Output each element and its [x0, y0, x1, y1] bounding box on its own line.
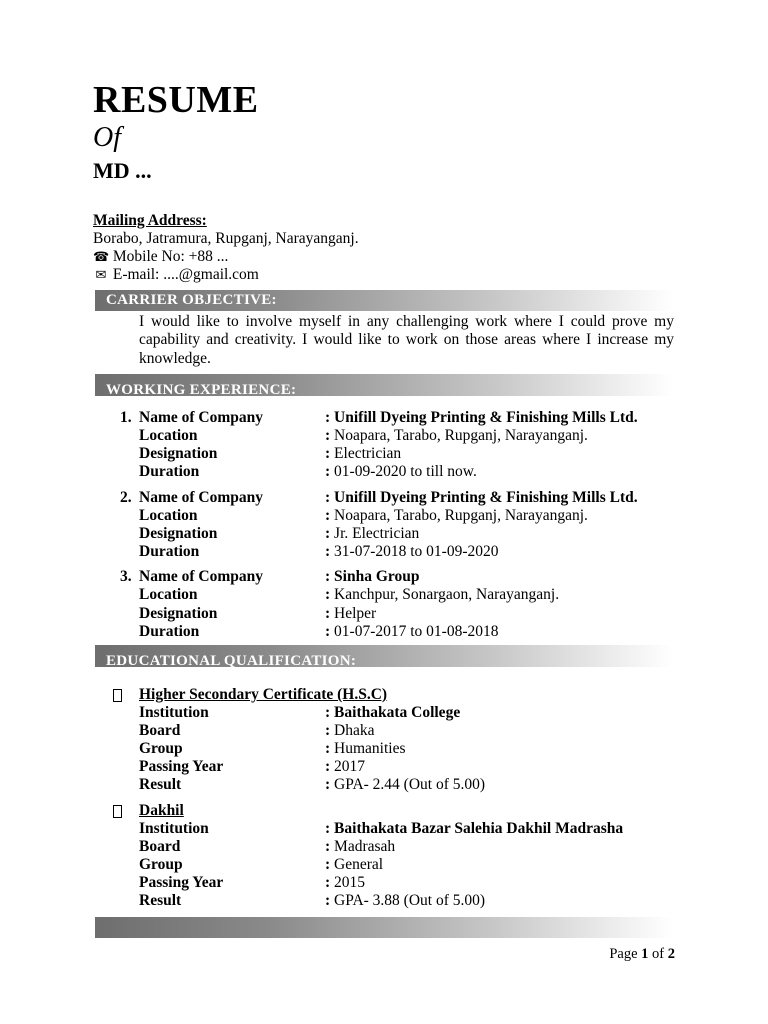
duration-label: Duration: [139, 543, 200, 560]
company-value: : Unifill Dyeing Printing & Finishing Mills Ltd.: [325, 489, 638, 506]
passing-year-value: : 2017: [325, 758, 366, 775]
email-line: [93, 266, 259, 285]
institution-label: Institution: [139, 704, 209, 721]
duration-label: Duration: [139, 623, 200, 640]
location-label: Location: [139, 507, 198, 524]
location-value: : Noapara, Tarabo, Rupganj, Narayanganj.: [325, 507, 588, 524]
mailing-address: Borabo, Jatramura, Rupganj, Narayanganj.: [93, 230, 359, 247]
location-value: : Noapara, Tarabo, Rupganj, Narayanganj.: [325, 427, 588, 444]
location-label: Location: [139, 586, 198, 603]
envelope-icon: ✉: [95, 268, 107, 283]
mobile-line: [93, 248, 228, 267]
company-label: Name of Company: [139, 409, 263, 426]
objective-text: I would like to involve myself in any challenging work where I could prove my capability and creativity. I would like to work on those areas where I increase my knowledge.: [139, 313, 674, 367]
entry-number: 2.: [120, 489, 132, 506]
group-value: : Humanities: [325, 740, 406, 757]
designation-label: Designation: [139, 445, 218, 462]
institution-value: : Baithakata College: [325, 704, 461, 721]
company-value: : Sinha Group: [325, 568, 420, 585]
candidate-name: MD ...: [93, 158, 152, 183]
bottom-divider-band: [95, 917, 673, 938]
education-heading: EDUCATIONAL QUALIFICATION:: [106, 653, 357, 667]
company-value: : Unifill Dyeing Printing & Finishing Mills Ltd.: [325, 409, 638, 426]
entry-number: 1.: [120, 409, 132, 426]
result-value: : GPA- 3.88 (Out of 5.00): [325, 892, 486, 909]
mailing-address-label: Mailing Address:: [93, 212, 207, 229]
experience-heading: WORKING EXPERIENCE:: [106, 382, 297, 396]
duration-value: : 01-09-2020 to till now.: [325, 463, 477, 480]
bullet-icon: [113, 689, 122, 702]
duration-label: Duration: [139, 463, 200, 480]
phone-icon: ☎: [93, 250, 110, 265]
entry-number: 3.: [120, 568, 132, 585]
location-label: Location: [139, 427, 198, 444]
designation-label: Designation: [139, 605, 218, 622]
board-value: : Madrasah: [325, 838, 396, 855]
duration-value: : 31-07-2018 to 01-09-2020: [325, 543, 499, 560]
mobile-number: Mobile No: +88 ...: [112, 248, 229, 265]
location-value: : Kanchpur, Sonargaon, Narayanganj.: [325, 586, 560, 603]
resume-of: Of: [93, 122, 121, 153]
qualification-title: Higher Secondary Certificate (H.S.C): [139, 686, 388, 703]
company-label: Name of Company: [139, 489, 263, 506]
passing-year-label: Passing Year: [139, 758, 224, 775]
passing-year-label: Passing Year: [139, 874, 224, 891]
board-label: Board: [139, 838, 181, 855]
duration-value: : 01-07-2017 to 01-08-2018: [325, 623, 499, 640]
board-label: Board: [139, 722, 181, 739]
company-label: Name of Company: [139, 568, 263, 585]
result-label: Result: [139, 776, 182, 793]
email-address: E-mail: ....@gmail.com: [112, 266, 259, 283]
passing-year-value: : 2015: [325, 874, 366, 891]
objective-heading: CARRIER OBJECTIVE:: [106, 292, 277, 308]
group-value: : General: [325, 856, 384, 873]
designation-value: : Jr. Electrician: [325, 525, 420, 542]
designation-label: Designation: [139, 525, 218, 542]
institution-value: : Baithakata Bazar Salehia Dakhil Madrasha: [325, 820, 624, 837]
group-label: Group: [139, 740, 183, 757]
experience-section-header: [95, 374, 673, 396]
institution-label: Institution: [139, 820, 209, 837]
group-label: Group: [139, 856, 183, 873]
education-section-header: [95, 645, 673, 667]
result-label: Result: [139, 892, 182, 909]
qualification-title: Dakhil: [139, 802, 184, 819]
result-value: : GPA- 2.44 (Out of 5.00): [325, 776, 486, 793]
page-number: Page 1 of 2: [609, 946, 675, 962]
bullet-icon: [113, 805, 122, 818]
designation-value: : Helper: [325, 605, 377, 622]
resume-title: RESUME: [93, 79, 259, 121]
designation-value: : Electrician: [325, 445, 402, 462]
objective-section-header: [95, 290, 673, 311]
board-value: : Dhaka: [325, 722, 375, 739]
